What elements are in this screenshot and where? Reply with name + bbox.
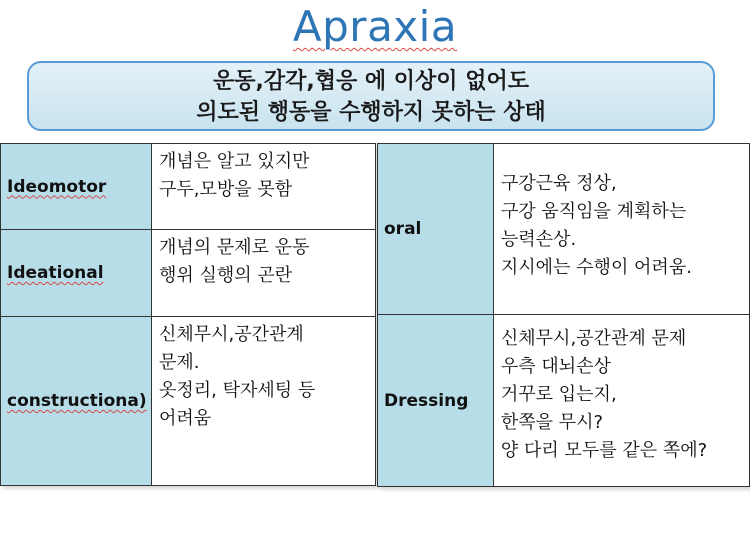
term-label: constructiona) [7, 391, 147, 411]
term-label: Ideomotor [7, 176, 107, 197]
description-line: 개념의 문제로 운동 [158, 237, 310, 258]
description-cell [151, 317, 375, 486]
description-line: 구강 움직임을 계획하는 [500, 201, 687, 222]
table-row [1, 230, 376, 317]
table-row [378, 315, 750, 487]
description-line: 신체무시,공간관계 문제 [500, 328, 687, 349]
term-label: Dressing [384, 390, 469, 411]
description-line: 양 다리 모두를 같은 쪽에? [500, 440, 708, 461]
table-row [1, 144, 376, 230]
description-line: 옷정리, 탁자세팅 등 [158, 380, 316, 401]
description-line: 능력손상. [500, 229, 577, 250]
description-line: 구강근육 정상, [500, 173, 617, 194]
description-line: 지시에는 수행이 어려움. [500, 257, 692, 278]
term-cell [1, 144, 152, 230]
description-line: 개념은 알고 있지만 [158, 151, 310, 172]
term-cell [378, 144, 494, 315]
description-line: 한쪽을 무시? [500, 412, 604, 433]
term-cell [1, 230, 152, 317]
table-row [378, 144, 750, 315]
definition-box [27, 61, 715, 131]
right-table [377, 143, 750, 487]
term-cell [378, 315, 494, 487]
term-cell [1, 317, 152, 486]
definition-line-1: 운동,감각,협응 에 이상이 없어도 [213, 69, 529, 94]
description-cell [493, 144, 749, 315]
description-cell [151, 144, 375, 230]
description-line: 어려움 [158, 408, 212, 429]
left-table [0, 143, 376, 486]
description-cell [493, 315, 749, 487]
term-label: oral [384, 219, 422, 239]
description-cell [151, 230, 375, 317]
term-label: Ideational [7, 263, 104, 283]
description-line: 문제. [158, 352, 200, 373]
table-row [1, 317, 376, 486]
description-line: 거꾸로 입는지, [500, 384, 617, 405]
description-line: 우측 대뇌손상 [500, 356, 611, 377]
description-line: 행위 실행의 곤란 [158, 265, 293, 286]
description-line: 구두,모방을 못함 [158, 179, 293, 200]
description-line: 신체무시,공간관계 [158, 324, 304, 345]
slide-title: Apraxia [292, 2, 458, 51]
definition-line-2: 의도된 행동을 수행하지 못하는 상태 [196, 100, 546, 125]
